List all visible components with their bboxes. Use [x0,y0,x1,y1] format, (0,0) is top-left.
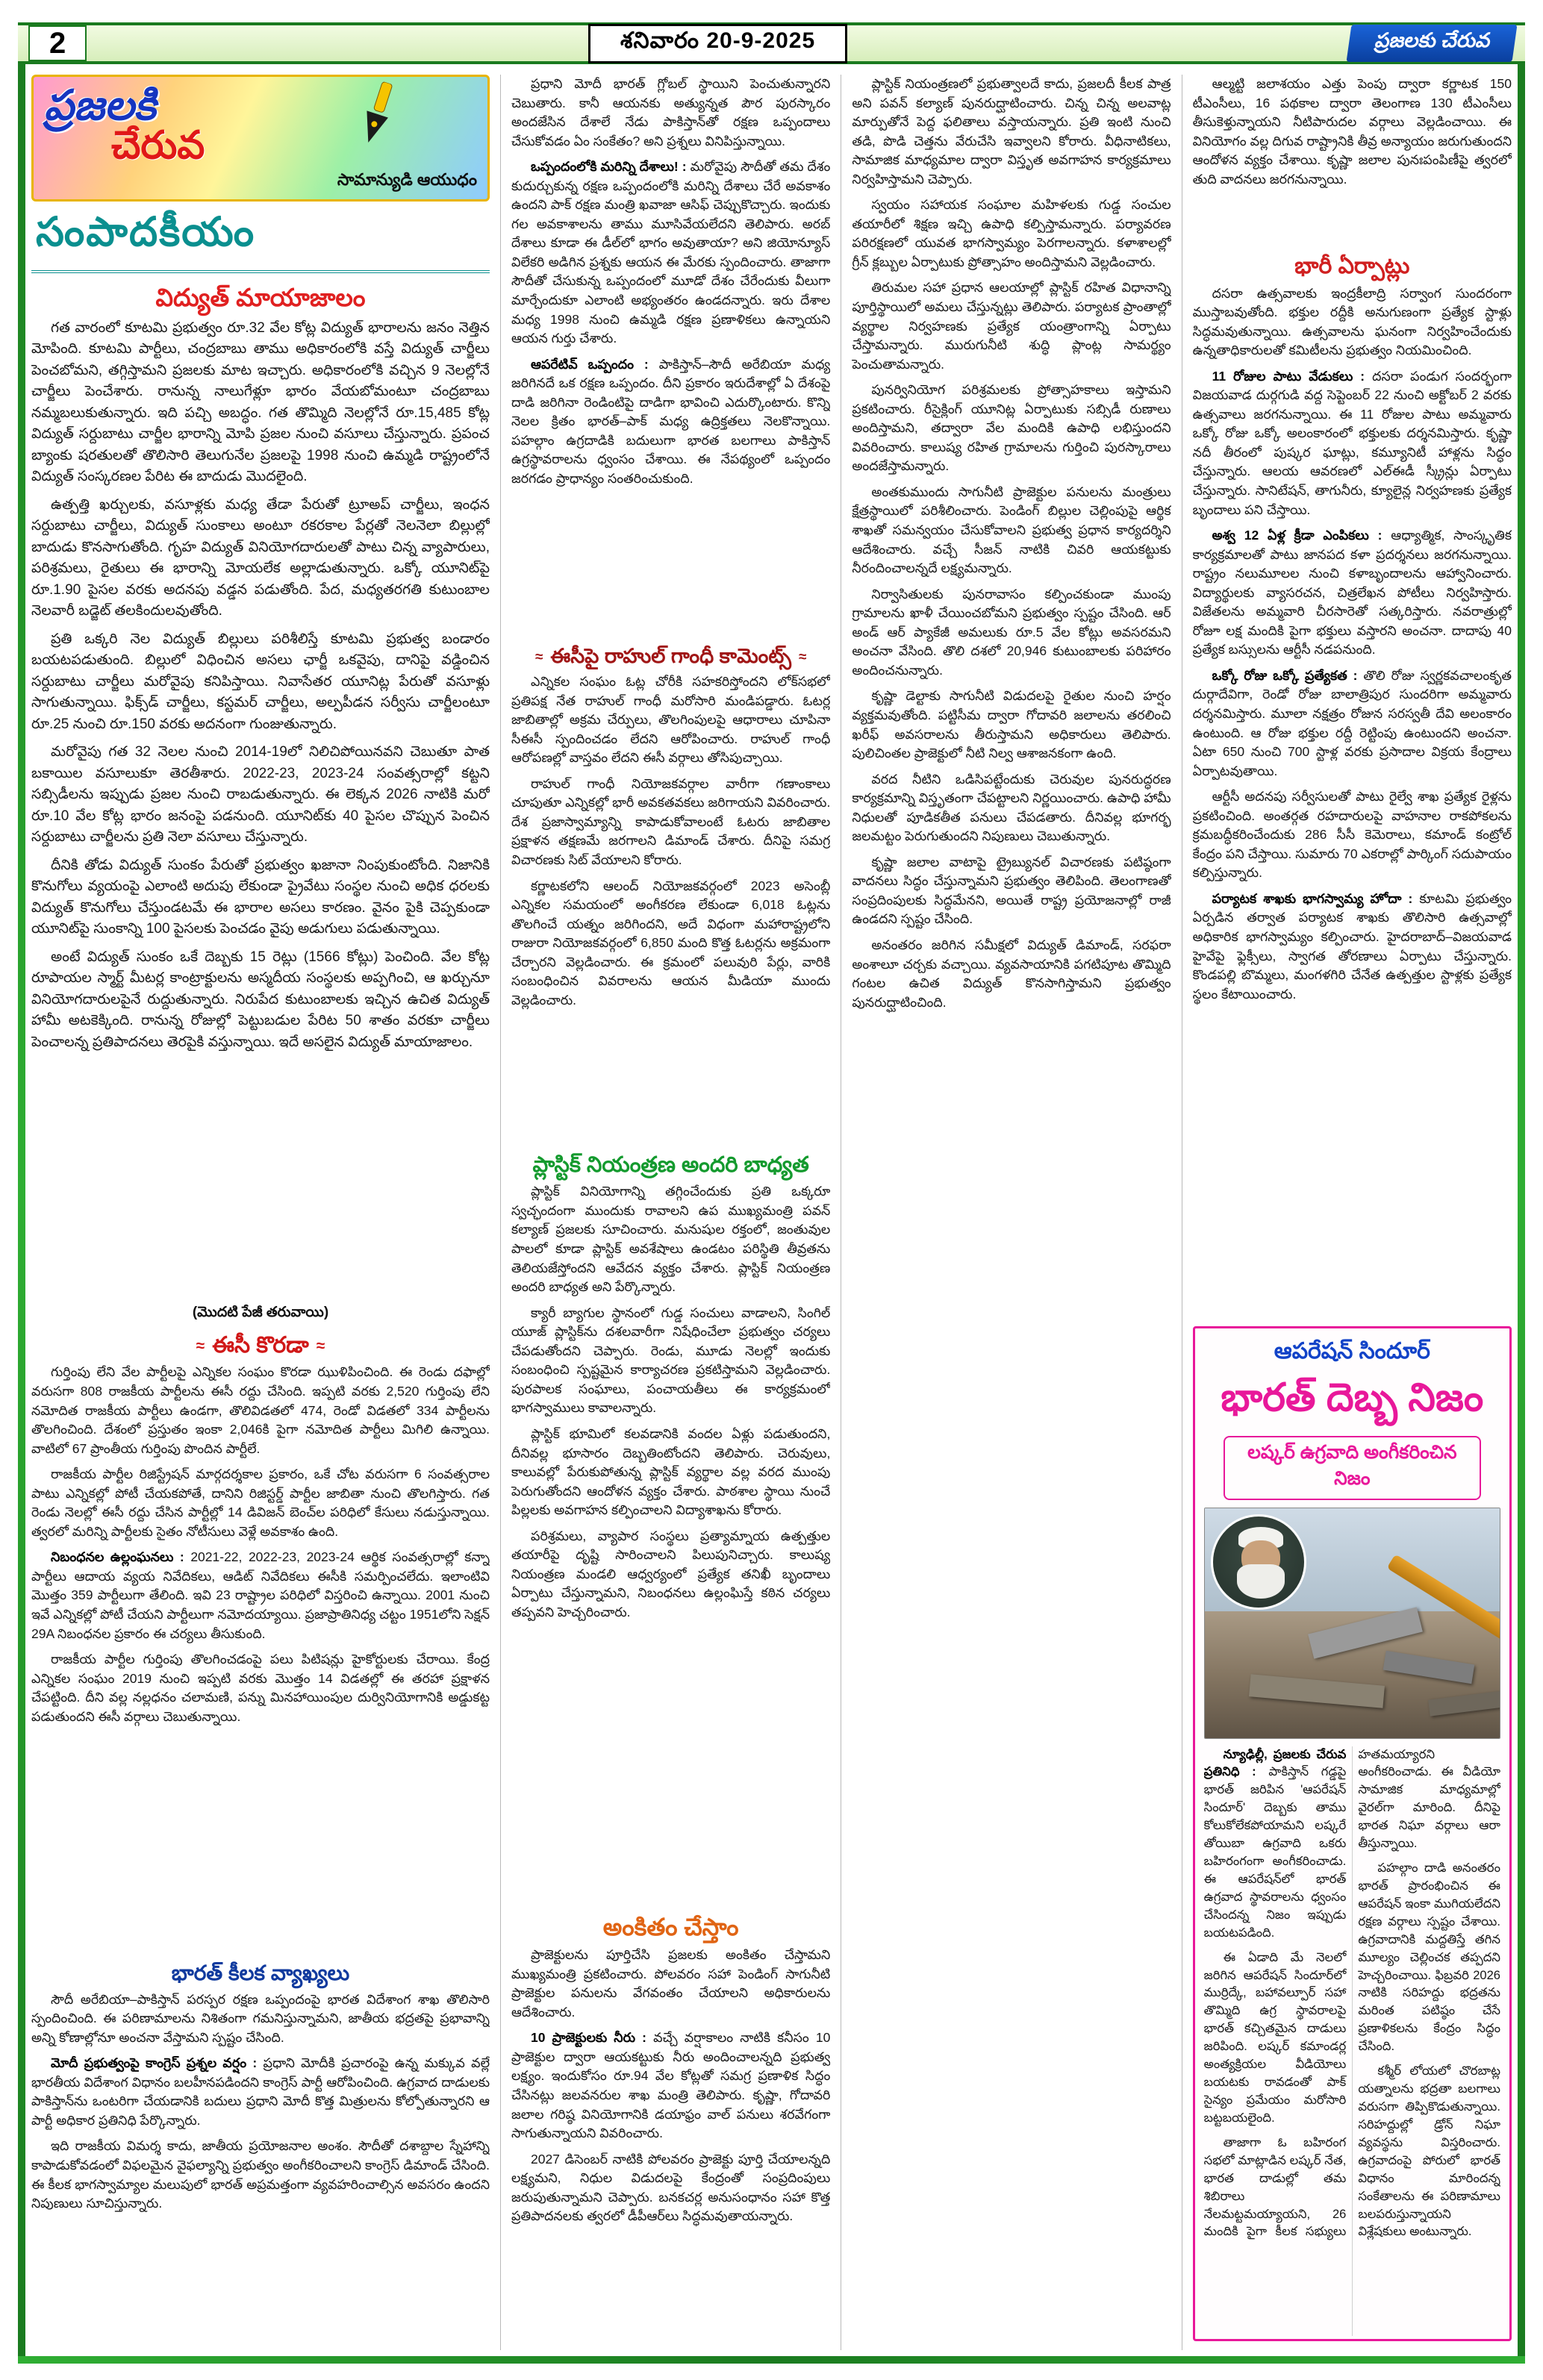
plastic-control-title: ప్లాస్టిక్ నియంత్రణ అందరి బాధ్యత [532,1153,809,1178]
plastic-paragraph: ప్లాస్టిక్ వినియోగాన్ని తగ్గించేందుకు ప్రతి ఒక్కరూ స్వచ్ఛందంగా ముందుకు రావాలని ఉప ముఖ్యమంత్రి పవన్ కల్యాణ్ ప్రజలకు సూచించారు. మనుషుల రక్తంలో, జంతువుల పాలలో కూడా ప్లాస్టిక్ అవశేషాలు ఉండటం పరిస్థితి తీవ్రతను తెలియజేస్తోందని ఆవేదన వ్యక్తం చేశారు. ప్లాస్టిక్ నియంత్రణ అందరి బాధ్యత అని పేర్కొన్నారు. [511,1184,831,1295]
arrangements-title: భారీ ఏర్పాట్లు [1294,254,1410,278]
sindoor-paragraph: కశ్మీర్ లోయలో చొరబాట్ల యత్నాలను భద్రతా బలగాలు వరుసగా తిప్పికొడుతున్నాయి. సరిహద్దుల్లో డ్రోన్ నిఘా వ్యవస్థను విస్తరించారు. ఉగ్రవాదంపై పోరులో భారత్ విధానం మారిందన్న సంకేతాలను ఈ పరిణామాలు బలపరుస్తున్నాయని విశ్లేషకులు అంటున్నారు. [1358,2064,1500,2239]
ec-paragraph: రాజకీయ పార్టీల గుర్తింపు తొలగించడంపై పలు పిటిషన్లు హైకోర్టులకు చేరాయి. కేంద్ర ఎన్నికల సంఘం 2019 నుంచి ఇప్పటి వరకు మొత్తం 14 విడతల్లో ఈ తరహా ప్రక్షాళన చేపట్టింది. దీని వల్ల నల్లధనం చలామణి, పన్ను మినహాయింపుల దుర్వినియోగానికి అడ్డుకట్ట పడుతుందని ఈసీ వర్గాలు చెబుతున్నాయి. [31,1652,490,1724]
column3-paragraph: అంతకుముందు సాగునీటి ప్రాజెక్టుల పనులను మంత్రులు క్షేత్రస్థాయిలో పరిశీలించారు. పెండింగ్ బిల్లుల చెల్లింపుపై ఆర్థిక శాఖతో సమన్వయం చేసుకోవాలని ప్రభుత్వ ప్రధాన కార్యదర్శిని ఆదేశించారు. వచ్చే సీజన్ నాటికి చివరి ఆయకట్టుకు నీరందించాలన్నదే లక్ష్యమన్నారు. [852,484,1171,576]
india-paragraph: ఇది రాజకీయ విమర్శ కాదు, జాతీయ ప్రయోజనాల అంశం. సౌదీతో దశాబ్దాల స్నేహాన్ని కాపాడుకోవడంలో విఫలమైన వైఫల్యాన్ని ప్రభుత్వం అంగీకరించాలని కాంగ్రెస్ డిమాండ్ చేసింది. ఈ కీలక భాగస్వామ్యాల మలుపులో భారత్ అప్రమత్తంగా వ్యవహరించాల్సిన అవసరం ఉందని నిపుణులు సూచిస్తున్నారు. [31,2138,490,2211]
column3-paragraph: అనంతరం జరిగిన సమీక్షలో విద్యుత్ డిమాండ్, సరఫరా అంశాలూ చర్చకు వచ్చాయి. వ్యవసాయానికి పగటిపూట తొమ్మిది గంటల ఉచిత విద్యుత్ కొనసాగిస్తామని ప్రభుత్వం పునరుద్ఘాటించింది. [852,937,1171,1010]
column3-paragraph: కృష్ణా జలాల వాటాపై ట్రైబ్యునల్ విచారణకు పటిష్ఠంగా వాదనలు సిద్ధం చేస్తున్నామని ప్రభుత్వం తెలిపింది. తెలంగాణతో సంప్రదింపులకు సిద్ధమేనని, అయితే రాష్ట్ర ప్రయోజనాల్లో రాజీ ఉండదని స్పష్టం చేసింది. [852,854,1171,927]
masthead-title-line1: ప్రజలకి [44,81,156,128]
portrait-beard [1237,1564,1285,1599]
arrangements-paragraph: ఆర్టీసీ అదనపు సర్వీసులతో పాటు రైల్వే శాఖ ప్రత్యేక రైళ్లను ప్రకటించింది. అంతర్గత రహదారులపై వాహనాల రాకపోకలను క్రమబద్ధీకరించేందుకు 286 సీసీ కెమెరాలు, కమాండ్ కంట్రోల్ కేంద్రం పని చేస్తాయి. సుమారు 70 ఎకరాల్లో పార్కింగ్ సదుపాయం కల్పిస్తున్నారు. [1192,789,1512,881]
india-remarks-body [31,1990,490,2350]
ec-paragraph: నిబంధనల ఉల్లంఘనలు : 2021-22, 2022-23, 2023-24 ఆర్థిక సంవత్సరాల్లో కన్నా పార్టీలు ఆదాయ వ్యయ నివేదికలు, ఆడిట్ నివేదికలు ఈసీకి సమర్పించలేదు. ఇలాంటివి మొత్తం 359 పార్టీలుగా తేలింది. ఇవి 23 రాష్ట్రాల పరిధిలో విస్తరించి ఉన్నాయి. 2001 నుంచి ఇవే ఎన్నికల్లో పోటీ చేయని పార్టీలుగా నమోదయ్యాయి. ప్రజాప్రాతినిధ్య చట్టం 1951లోని సెక్షన్ 29A నిబంధనల ప్రకారం ఈ చర్యలు తీసుకుంది. [31,1549,490,1641]
column-1 [31,75,500,2350]
sindoor-photo [1204,1508,1500,1739]
brand-text: ప్రజలకు చేరువ [1374,29,1489,51]
column-4 [1182,75,1512,2350]
column3-paragraph: పునర్వినియోగ పరిశ్రమలకు ప్రోత్సాహకాలు ఇస్తామని ప్రకటించారు. రీసైక్లింగ్ యూనిట్ల ఏర్పాటుకు సబ్సిడీ రుణాలు అందిస్తామని, తద్వారా వేల మందికి ఉపాధి లభిస్తుందని వివరించారు. కాలుష్య రహిత గ్రామాలను గుర్తించి పురస్కారాలు అందజేస్తామన్నారు. [852,382,1171,474]
ec-whip-title: ≈ ఈసీ కొరడా ≈ [31,1325,490,1364]
editorial-paragraph: ప్రతి ఒక్కరి నెల విద్యుత్ బిల్లులు పరిశీలిస్తే కూటమి ప్రభుత్వ బండారం బయటపడుతుంది. బిల్లులో విధించిన అసలు ఛార్జీ ఒకవైపు, దానిపై వడ్డించిన సర్దుబాటు చార్జీలు మరోవైపు కనిపిస్తాయి. నివాసేతర యూనిట్ల పేరుతో వసూళ్లు సాగుతున్నాయి. ఫిక్స్‌డ్ చార్జీలు, కస్టమర్ చార్జీలు, అల్పపీడన సర్వీసు చార్జీలంటూ రూ.25 నుంచి రూ.150 వరకు అదనంగా గుంజుతున్నారు. [31,631,490,732]
editorial-section-label: సంపాదకీయం [31,202,490,273]
arrangements-body [1193,284,1512,1323]
page-frame-right [1518,22,1525,2364]
ec-whip-body [31,1363,490,1954]
continuation-note: (మొదటి పేజీ తరువాయి) [192,1304,329,1320]
column3-paragraph: స్వయం సహాయక సంఘాల మహిళలకు గుడ్డ సంచుల తయారీలో శిక్షణ ఇచ్చి ఉపాధి కల్పిస్తామన్నారు. పర్యావరణ పరిరక్షణలో యువత భాగస్వామ్యం పెరగాలన్నారు. కళాశాలల్లో గ్రీన్ క్లబ్బుల ఏర్పాటుకు ప్రోత్సాహం అందిస్తామని వెల్లడించారు. [852,197,1171,269]
rahul-paragraph: రాహుల్ గాంధీ నియోజకవర్గాల వారీగా గణాంకాలు చూపుతూ ఎన్నికల్లో భారీ అవకతవకలు జరిగాయని వివరించారు. దేశ ప్రజాస్వామ్యాన్ని కాపాడుకోవాలంటే ఓటరు జాబితాల ప్రక్షాళన తక్షణమే జరగాలని డిమాండ్ చేశారు. దీనిపై సమగ్ర విచారణకు సిట్ వేయాలని కోరారు. [511,775,831,867]
sindoor-body [1204,1746,1500,2336]
column3-paragraph: వరద నీటిని ఒడిసిపట్టేందుకు చెరువుల పునరుద్ధరణ కార్యక్రమాన్ని విస్తృతంగా చేపట్టాలని నిర్ణయించారు. ఉపాధి హామీ నిధులతో పూడికతీత పనులు చేపడతారు. దీనివల్ల భూగర్భ జలమట్టం పెరుగుతుందని నిపుణులు చెబుతున్నారు. [852,771,1171,844]
column2-paragraph: ప్రధాని మోదీ భారత్ గ్లోబల్ స్థాయిని పెంచుతున్నారని చెబుతారు. కానీ ఆయనకు అత్యున్నత పౌర పురస్కారం అందజేసిన దేశాలే నేడు పాకిస్తాన్‌తో రక్షణ ఒప్పందాలు చేసుకోవడం ఏం సంకేతం? అని ప్రశ్నలు వినిపిస్తున్నాయి. [511,76,831,149]
masthead-title-line2: చేరువ [111,124,205,167]
masthead-tagline: సామాన్యుడి ఆయుధం [337,170,477,189]
plastic-paragraph: ప్లాస్టిక్ భూమిలో కలవడానికి వందల ఏళ్లు పడుతుందని, దీనివల్ల భూసారం దెబ్బతింటోందని తెలిపారు. చెరువులు, కాలువల్లో పేరుకుపోతున్న ప్లాస్టిక్ వ్యర్థాల వల్ల వరద ముంపు పెరుగుతోందని ఆందోళన వ్యక్తం చేశారు. పాఠశాల స్థాయి నుంచే పిల్లలకు అవగాహన కల్పించాలని విద్యాశాఖను కోరారు. [511,1425,831,1518]
column2-paragraph: ఒప్పందంలోకి మరిన్ని దేశాలు! : మరోవైపు సౌదీతో తమ దేశం కుదుర్చుకున్న రక్షణ ఒప్పందంలోకి మరిన్ని దేశాలు చేరే అవకాశం ఉందని పాక్ రక్షణ మంత్రి ఖవాజా ఆసిఫ్ చెప్పుకొచ్చారు. ఇందుకు గల అవకాశాలను తాము మూసివేయలేదని తెలిపారు. అరబ్ దేశాలు కూడా ఈ డీల్‌లో భాగం అవుతాయా? అని జియోన్యూస్ విలేకరి అడిగిన ప్రశ్నకు ఆయన ఈ మేరకు స్పందించారు. తాజాగా సౌదీతో చేసుకున్న ఒప్పందంలో మూడో దేశం చేరేందుకు వీలుగా మార్చేందుకూ ఎలాంటి అభ్యంతరం ఉండదన్నారు. ఇరు దేశాల మధ్య 1998 నుంచి ఉమ్మడి రక్షణ ప్రణాళికలు ఉన్నాయని ఆయన గుర్తు చేశారు. [511,159,831,346]
ec-paragraph: గుర్తింపు లేని వేల పార్టీలపై ఎన్నికల సంఘం కొరడా ఝుళిపించింది. ఈ రెండు దఫాల్లో వరుసగా 808 రాజకీయ పార్టీలను ఈసీ రద్దు చేసింది. ఇప్పటి వరకు 2,520 గుర్తింపు లేని నమోదిత రాజకీయ పార్టీలు ఉండగా, తొలివిడతలో 474, రెండో విడతలో 334 పార్టీలను తొలగించింది. దేశంలో ప్రస్తుతం ఇంకా 2,046కి పైగా నమోదిత పార్టీలు మిగిలి ఉన్నాయి. వాటిలో 67 ప్రాంతీయ గుర్తింపు పొందిన పార్టీలే. [31,1364,490,1456]
arrangements-paragraph: దసరా ఉత్సవాలకు ఇంద్రకీలాద్రి సర్వాంగ సుందరంగా ముస్తాబవుతోంది. భక్తుల రద్దీకి అనుగుణంగా ప్రత్యేక స్టాళ్లు సిద్ధమవుతున్నాయి. ఉత్సవాలను ఘనంగా నిర్వహించేందుకు ఉన్నతాధికారులతో కమిటీలను ప్రభుత్వం నియమించింది. [1192,285,1512,358]
rahul-paragraph: ఎన్నికల సంఘం ఓట్ల చోరీకి సహకరిస్తోందని లోక్‌సభలో ప్రతిపక్ష నేత రాహుల్ గాంధీ మరోసారి మండిపడ్డారు. ఓటర్ల జాబితాల్లో అక్రమ చేర్పులు, తొలగింపులపై ఆధారాలు చూపినా సీఈసీ స్పందించడం లేదని ఆరోపించారు. రాహుల్ గాంధీ ఆరోపణల్లో వాస్తవం లేదని ఈసీ వర్గాలు తోసిపుచ్చాయి. [511,674,831,766]
dedication-paragraph: ప్రాజెక్టులను పూర్తిచేసి ప్రజలకు అంకితం చేస్తామని ముఖ్యమంత్రి ప్రకటించారు. పోలవరం సహా పెండింగ్ సాగునీటి ప్రాజెక్టుల పనులను వేగవంతం చేయాలని అధికారులను ఆదేశించారు. [511,1947,831,2020]
column3-paragraph: నిర్వాసితులకు పునరావాసం కల్పించకుండా ముంపు గ్రామాలను ఖాళీ చేయించబోమని ప్రభుత్వం స్పష్టం చేసింది. ఆర్ అండ్ ఆర్ ప్యాకేజీ అమలుకు రూ.5 వేల కోట్లు అవసరమని అంచనా వేసింది. తొలి దశలో 20,946 కుటుంబాలకు పరిహారం అందించనున్నారు. [852,586,1171,678]
brand-label [1346,25,1517,62]
rahul-comments-title: ≈ ఈసీపై రాహుల్ గాంధీ కామెంట్స్ ≈ [511,639,830,672]
ec-paragraph: రాజకీయ పార్టీల రిజిస్ట్రేషన్ మార్గదర్శకాల ప్రకారం, ఒకే చోట వరుసగా 6 సంవత్సరాల పాటు ఎన్నికల్లో పోటీ చేయకపోతే, దానిని రిజిస్టర్డ్ పార్టీల జాబితా నుంచి తొలగిస్తారు. గత రెండు నెలల్లో ఈసీ రద్దు చేసిన పార్టీల్లో 14 డివిజన్ బెంచ్‌ల పరిధిలో కేసులు నడుస్తున్నాయి. త్వరలో మరిన్ని పార్టీలకు సైతం నోటీసులు వెళ్లే అవకాశం ఉంది. [31,1467,490,1539]
column2-paragraph: ఆపరేటివ్ ఒప్పందం : పాకిస్తాన్–సౌదీ అరేబియా మధ్య జరిగినదే ఒక రక్షణ ఒప్పందం. దీని ప్రకారం ఇరుదేశాల్లో ఏ దేశంపై దాడి జరిగినా రెండింటిపై దాడిగా భావించి ఎదుర్కొంటారు. కొన్ని నెలల క్రితం భారత్–పాక్ మధ్య ఉద్రిక్తతలు నెలకొన్నాయి. పహల్గాం ఉగ్రదాడికి బదులుగా భారత బలగాలు పాకిస్తాన్ ఉగ్రస్థావరాలను ధ్వంసం చేశాయి. ఈ నేపథ్యంలో ఒప్పందం జరగడం ప్రాధాన్యం సంతరించుకుంది. [511,356,831,486]
sindoor-paragraph: ఈ ఏడాది మే నెలలో జరిగిన ఆపరేషన్ సిందూర్‌లో ముర్రిద్కే, బహావల్పూర్ సహా తొమ్మిది ఉగ్ర స్థావరాలపై భారత్ కచ్చితమైన దాడులు జరిపింది. లష్కర్ కమాండర్ల అంత్యక్రియల వీడియోలు బయటకు రావడంతో పాక్ సైన్యం ప్రమేయం మరోసారి బట్టబయలైంది. [1203,1950,1347,2125]
india-paragraph: మోదీ ప్రభుత్వంపై కాంగ్రెస్ ప్రశ్నల వర్షం : ప్రధాని మోదీకి ప్రచారంపై ఉన్న మక్కువ వల్లే భారతీయ విదేశాంగ విధానం బలహీనపడిందని కాంగ్రెస్ పార్టీ ఆరోపించింది. ఉగ్రవాద దాడులకు పాకిస్తాన్‌ను ఒంటరిగా చేయడానికి బదులు ప్రధాని మోదీ కొత్త మిత్రులను కోల్పోతున్నారని ఆ పార్టీ అధికార ప్రతినిధి పేర్కొన్నారు. [31,2055,490,2128]
page-frame-left [18,22,25,2364]
rahul-comments-body [511,672,830,1147]
sindoor-paragraph: న్యూఢిల్లీ, ప్రజలకు చేరువ ప్రతినిధి : పాకిస్తాన్ గడ్డపై భారత్ జరిపిన 'ఆపరేషన్ సిందూర్' దెబ్బకు తాము కోలుకోలేకపోయామని లష్కరే తోయిబా ఉగ్రవాది ఒకరు బహిరంగంగా అంగీకరించాడు. ఈ ఆపరేషన్‌లో భారత్ ఉగ్రవాద స్థావరాలను ధ్వంసం చేసిందన్న నిజం ఇప్పుడు బయటపడింది. [1203,1747,1347,1940]
column4-paragraph: ఆల్మట్టి జలాశయం ఎత్తు పెంపు ద్వారా కర్ణాటక 150 టీఎంసీలు, 16 పథకాల ద్వారా తెలంగాణ 130 టీఎంసీలు తీసుకెళ్తున్నాయని నీటిపారుదల వర్గాలు వెల్లడించాయి. ఈ వినియోగం వల్ల దిగువ రాష్ట్రానికి తీవ్ర అన్యాయం జరుగుతుందని ఆందోళన వ్యక్తం చేశాయి. కృష్ణా జలాల పునఃపంపిణీపై త్వరలో తుది వాదనలు జరగనున్నాయి. [1192,76,1512,187]
dedication-paragraph: 2027 డిసెంబర్ నాటికి పోలవరం ప్రాజెక్టు పూర్తి చేయాలన్నది లక్ష్యమని, నిధుల విడుదలపై కేంద్రంతో సంప్రదింపులు జరుపుతున్నామని చెప్పారు. బనకచర్ల అనుసంధానం సహా కొత్త ప్రతిపాదనలకు త్వరలో డీపీఆర్‌లు సిద్ధమవుతాయన్నారు. [511,2151,831,2224]
arrangements-paragraph: ఒక్కో రోజు ఒక్కో ప్రత్యేకత : తొలి రోజు స్వర్ణకవచాలంకృత దుర్గాదేవిగా, రెండో రోజు బాలాత్రిపుర సుందరిగా అమ్మవారు దర్శనమిస్తారు. మూలా నక్షత్రం రోజున సరస్వతీ దేవి అలంకారం ఉంటుంది. ఆ రోజు భక్తుల రద్దీ రెట్టింపు ఉంటుందని అంచనా. ఏటా 650 నుంచి 700 స్టాళ్ల వరకు ప్రసాదాల విక్రయ కేంద్రాలు ఏర్పాటవుతాయి. [1192,667,1512,778]
column4-top-body [1193,75,1512,248]
dedication-body [511,1946,830,2313]
sindoor-paragraph: తాజాగా ఓ బహిరంగ సభలో మాట్లాడిన లష్కర్ నేత, భారత దాడుల్లో తమ శిబిరాలు నేలమట్టమయ్యాయని, 26 మందికి పైగా కీలక సభ్యులు హతమయ్యారని అంగీకరించాడు. ఈ వీడియో సామాజిక మాధ్యమాల్లో వైరల్‌గా మారింది. దీనిపై భారత నిఘా వర్గాలు ఆరా తీస్తున్నాయి. [1203,1747,1500,2239]
editorial-paragraph: ఉత్పత్తి ఖర్చులకు, వసూళ్లకు మధ్య తేడా పేరుతో ట్రూఅప్ చార్జీలు, ఇంధన సర్దుబాటు చార్జీలు, విద్యుత్ సుంకాలు అంటూ రకరకాల పేర్లతో నెలనెలా బిల్లుల్లో బాదుడు కొనసాగుతోంది. గృహ విద్యుత్ వినియోగదారులతో పాటు చిన్న వ్యాపారులు, పరిశ్రమలు, రైతులు ఈ భారాన్ని మోయలేక అల్లాడుతున్నారు. ఒక్కో యూనిట్‌పై రూ.1.90 పైసల వరకు అదనపు వడ్డన పడుతోంది. పేద, మధ్యతరగతి కుటుంబాల నెలవారీ బడ్జెట్ తలకిందులవుతోంది. [31,496,490,619]
column2-top-body [511,75,830,639]
column3-paragraph: కృష్ణా డెల్టాకు సాగునీటి విడుదలపై రైతుల నుంచి హర్షం వ్యక్తమవుతోంది. పట్టిసీమ ద్వారా గోదావరి జలాలను తరలించి ఖరీఫ్ అవసరాలను తీరుస్తామని అధికారులు తెలిపారు. పులిచింతల ప్రాజెక్టులో నీటి నిల్వ ఆశాజనకంగా ఉంది. [852,688,1171,761]
page-content [31,75,1512,2350]
editorial-title: విద్యుత్ మాయాజాలం [155,284,366,311]
india-remarks-title: భారత్ కీలక వ్యాఖ్యలు [171,1961,350,1985]
plastic-paragraph: క్యారీ బ్యాగుల స్థానంలో గుడ్డ సంచులు వాడాలని, సింగిల్ యూజ్ ప్లాస్టిక్‌ను దశలవారీగా నిషేధించేలా ప్రభుత్వం చర్యలు చేపడుతోందని చెప్పారు. రెండు, మూడు నెలల్లో ఇందుకు సంబంధించి స్పష్టమైన కార్యాచరణ ప్రకటిస్తామని వెల్లడించారు. పురపాలక సంఘాలు, పంచాయతీలు ఈ కార్యక్రమంలో భాగస్వాములు కావాలన్నారు. [511,1305,831,1416]
editorial-paragraph: మరోవైపు గత 32 నెలల నుంచి 2014-19లో నిలిచిపోయినవని చెబుతూ పాత బకాయిల వసూలుకూ తెరతీశారు. 2022-23, 2023-24 సంవత్సరాల్లో కట్టని సబ్సిడీలను ఇప్పుడు ప్రజల నుంచి రాబడుతున్నారు. ఈ లెక్కన 2026 నాటికి మరో రూ.10 వేల కోట్ల భారం జనంపై పడనుంది. యూనిట్‌కు 40 పైసల చొప్పున పెంచిన సర్దుబాటు చార్జీలను ప్రతి నెలా వసూలు చేస్తున్నారు. [31,744,490,846]
column-2 [500,75,841,2350]
rahul-paragraph: కర్ణాటకలోని ఆలంద్ నియోజకవర్గంలో 2023 అసెంబ్లీ ఎన్నికల సమయంలో అంగీకరణ లేకుండా 6,018 ఓట్లను తొలగించే యత్నం జరిగిందని, అదే విధంగా మహారాష్ట్రలోని రాజురా నియోజకవర్గంలో 6,850 మంది కొత్త ఓటర్లను అక్రమంగా చేర్చారని వెల్లడించారు. ఈ క్రమంలో పలువురి పేర్లు, వారికి సంబంధించిన వివరాలను ఆయన మీడియా ముందు వెల్లడించారు. [511,878,831,1008]
arrangements-paragraph: 11 రోజుల పాటు వేడుకలు : దసరా పండుగ సందర్భంగా విజయవాడ దుర్గగుడి వద్ద సెప్టెంబర్ 22 నుంచి అక్టోబర్ 2 వరకు ఉత్సవాలు జరగనున్నాయి. ఈ 11 రోజుల పాటు అమ్మవారు ఒక్కో రోజు ఒక్కో అలంకారంలో భక్తులకు దర్శనమిస్తారు. కృష్ణా నదీ తీరంలో పుష్కర ఘాట్లు, కమ్యూనిటీ హాళ్లను సిద్ధం చేస్తున్నారు. ఆలయ ఆవరణలో ఎల్ఈడీ స్క్రీన్లు ఏర్పాటు చేస్తున్నారు. సానిటేషన్, తాగునీరు, క్యూలైన్ల నిర్వహణకు ప్రత్యేక బృందాలు పని చేస్తాయి. [1192,368,1512,517]
editorial-body [31,318,490,1300]
sindoor-subhead: లష్కర్ ఉగ్రవాది అంగీకరించిన నిజం [1224,1436,1481,1500]
plastic-control-body [511,1182,830,1908]
page-header [18,22,1525,64]
column3-paragraph: తిరుమల సహా ప్రధాన ఆలయాల్లో ప్లాస్టిక్ రహిత విధానాన్ని పూర్తిస్థాయిలో అమలు చేస్తున్నట్లు తెలిపారు. పర్యాటక ప్రాంతాల్లో వ్యర్థాల నిర్వహణకు ప్రత్యేక యంత్రాంగాన్ని ఏర్పాటు చేస్తామన్నారు. మురుగునీటి శుద్ధి ప్లాంట్ల సామర్థ్యం పెంచుతామన్నారు. [852,280,1171,372]
india-paragraph: సౌదీ అరేబియా–పాకిస్తాన్ పరస్పర రక్షణ ఒప్పందంపై భారత విదేశాంగ శాఖ తొలిసారి స్పందించింది. ఈ పరిణామాలను నిశితంగా గమనిస్తున్నామని, జాతీయ భద్రతపై ప్రభావాన్ని అన్ని కోణాల్లోనూ అంచనా వేస్తామని స్పష్టం చేసింది. [31,1991,490,2045]
masthead [31,75,490,202]
sindoor-article-box [1193,1326,1512,2341]
date-label: శనివారం 20-9-2025 [588,24,847,63]
dedication-title: అంకితం చేస్తాం [602,1914,739,1941]
page-number: 2 [28,25,87,61]
arrangements-paragraph: పర్యాటక శాఖకు భాగస్వామ్య హోదా : కూటమి ప్రభుత్వం ఏర్పడిన తర్వాత పర్యాటక శాఖకు తొలిసారి ఉత్సవాల్లో అధికారిక భాగస్వామ్యం కల్పించారు. హైదరాబాద్–విజయవాడ హైవేపై ఫ్లెక్సీలు, స్వాగత తోరణాలు ఏర్పాటు చేస్తున్నారు. కొండపల్లి బొమ్మలు, మంగళగిరి చేనేత ఉత్పత్తుల స్టాళ్లకు ప్రత్యేక స్థలం కేటాయించారు. [1192,890,1512,1002]
sindoor-kicker: ఆపరేషన్ సిందూర్ [1274,1338,1430,1364]
arrangements-paragraph: అశ్వ 12 ఏళ్ల క్రీడా ఎంపికలు : ఆధ్యాత్మిక, సాంస్కృతిక కార్యక్రమాలతో పాటు జానపద కళా ప్రదర్శనలు జరగనున్నాయి. రాష్ట్రం నలుమూలల నుంచి కళాబృందాలను ఆహ్వానించారు. విద్యార్థులకు వ్యాసరచన, చిత్రలేఖన పోటీలు నిర్వహిస్తారు. విజేతలను అమ్మవారి చీరసారెతో సత్కరిస్తారు. నవరాత్రుల్లో రోజూ లక్ష మందికి పైగా భక్తులు వస్తారని అంచనా. దాదాపు 40 ప్రత్యేక బస్సులను ఆర్టీసీ నడపనుంది. [1192,528,1512,658]
editorial-paragraph: దీనికి తోడు విద్యుత్ సుంకం పేరుతో ప్రభుత్వం ఖజానా నింపుకుంటోంది. నిజానికి కొనుగోలు వ్యయంపై ఎలాంటి అదుపు లేకుండా ప్రైవేటు సంస్థల నుంచి అధిక ధరలకు విద్యుత్ కొనుగోలు చేస్తుండటమే ఈ భారాల అసలు కారణం. వైనం పైకి చెప్పకుండా యూనిట్‌పై సుంకాన్ని 100 పైసలకు పెంచడం వైపు అడుగులు పడుతున్నాయి. [31,857,490,937]
column-3 [841,75,1181,2350]
page-frame-bottom [18,2356,1525,2364]
dedication-paragraph: 10 ప్రాజెక్టులకు నీరు : వచ్చే వర్షాకాలం నాటికి కనీసం 10 ప్రాజెక్టుల ద్వారా ఆయకట్టుకు నీరు అందించాలన్నది ప్రభుత్వ లక్ష్యం. ఇందుకోసం రూ.94 వేల కోట్లతో సమగ్ర ప్రణాళిక సిద్ధం చేసినట్లు జలవనరుల శాఖ మంత్రి తెలిపారు. కృష్ణా, గోదావరి జలాల గరిష్ఠ వినియోగానికి డయాఫ్రం వాల్ పనులు శరవేగంగా సాగుతున్నాయని వివరించారు. [511,2030,831,2141]
militant-portrait [1211,1514,1306,1610]
plastic-paragraph: పరిశ్రమలు, వ్యాపార సంస్థలు ప్రత్యామ్నాయ ఉత్పత్తుల తయారీపై దృష్టి సారించాలని పిలుపునిచ్చారు. కాలుష్య నియంత్రణ మండలి ఆధ్వర్యంలో ప్రత్యేక తనిఖీ బృందాలు ఏర్పాటు చేస్తున్నామని, నిబంధనలు ఉల్లంఘిస్తే కఠిన చర్యలు తప్పవని హెచ్చరించారు. [511,1528,831,1620]
sindoor-headline: భారత్ దెబ్బ నిజం [1221,1375,1484,1419]
column3-body [852,75,1171,2350]
editorial-paragraph: గత వారంలో కూటమి ప్రభుత్వం రూ.32 వేల కోట్ల విద్యుత్ భారాలను జనం నెత్తిన మోపింది. కూటమి పార్టీలు, చంద్రబాబు తాము అధికారంలోకి వస్తే విద్యుత్ చార్జీలు పెంచబోమని, తగ్గిస్తామని ప్రజలకు మాట ఇచ్చారు. అధికారంలోకి వచ్చిన 9 నెలల్లోనే చార్జీలు పెంచేశారు. రానున్న నాలుగేళ్లూ భారం వేయబోమంటూ చంద్రబాబు నమ్మబలుకుతున్నారు. ఇది పచ్చి అబద్ధం. గత తొమ్మిది నెలల్లోనే రూ.15,485 కోట్ల విద్యుత్ సర్దుబాటు చార్జీల భారాన్ని మోపి ప్రజల నుంచి వసూలు చేస్తున్నారు. ప్రపంచ బ్యాంకు షరతులతో తొలిసారి తెలుగునేల ప్రజలపై 1998 నుంచి ఉమ్మడి రాష్ట్రంలోనే విద్యుత్ సంస్కరణల పేరిట ఈ బాదుడు మొదలైంది. [31,319,490,485]
column3-paragraph: ప్లాస్టిక్ నియంత్రణలో ప్రభుత్వాలదే కాదు, ప్రజలదీ కీలక పాత్ర అని పవన్ కల్యాణ్ పునరుద్ఘాటించారు. చిన్న చిన్న అలవాట్ల మార్పుతోనే పెద్ద ఫలితాలు వస్తాయన్నారు. ప్రతి ఇంటి నుంచి తడి, పొడి చెత్తను వేరుచేసి ఇవ్వాలని కోరారు. వీధినాటికలు, సామాజిక మాధ్యమాల ద్వారా విస్తృత అవగాహన కార్యక్రమాలు నిర్వహిస్తామని చెప్పారు. [852,76,1171,187]
editorial-paragraph: అంటే విద్యుత్ సుంకం ఒకే దెబ్బకు 15 రెట్లు (1566 కోట్లు) పెంచింది. వేల కోట్ల రూపాయల స్మార్ట్ మీటర్ల కాంట్రాక్టులను అస్మదీయ సంస్థలకు అప్పగించి, ఆ ఖర్చునూ వినియోగదారులపైనే రుద్దుతున్నారు. నిరుపేద కుటుంబాలకు ఇచ్చిన ఉచిత విద్యుత్ హామీ అటకెక్కింది. రానున్న రోజుల్లో పెట్టుబడుల పేరిట 50 శాతం వరకూ చార్జీలు పెంచాలన్న ప్రతిపాదనలు తెరపైకి వస్తున్నాయి. ఇదే అసలైన విద్యుత్ మాయాజాలం. [31,949,490,1050]
sindoor-paragraph: పహల్గాం దాడి అనంతరం భారత్ ప్రారంభించిన ఈ ఆపరేషన్ ఇంకా ముగియలేదని రక్షణ వర్గాలు స్పష్టం చేశాయి. ఉగ్రవాదానికి మద్దతిస్తే తగిన మూల్యం చెల్లించక తప్పదని హెచ్చరించాయి. ఫిబ్రవరి 2026 నాటికి సరిహద్దు భద్రతను మరింత పటిష్ఠం చేసే ప్రణాళికలను కేంద్రం సిద్ధం చేసింది. [1358,1861,1500,2054]
